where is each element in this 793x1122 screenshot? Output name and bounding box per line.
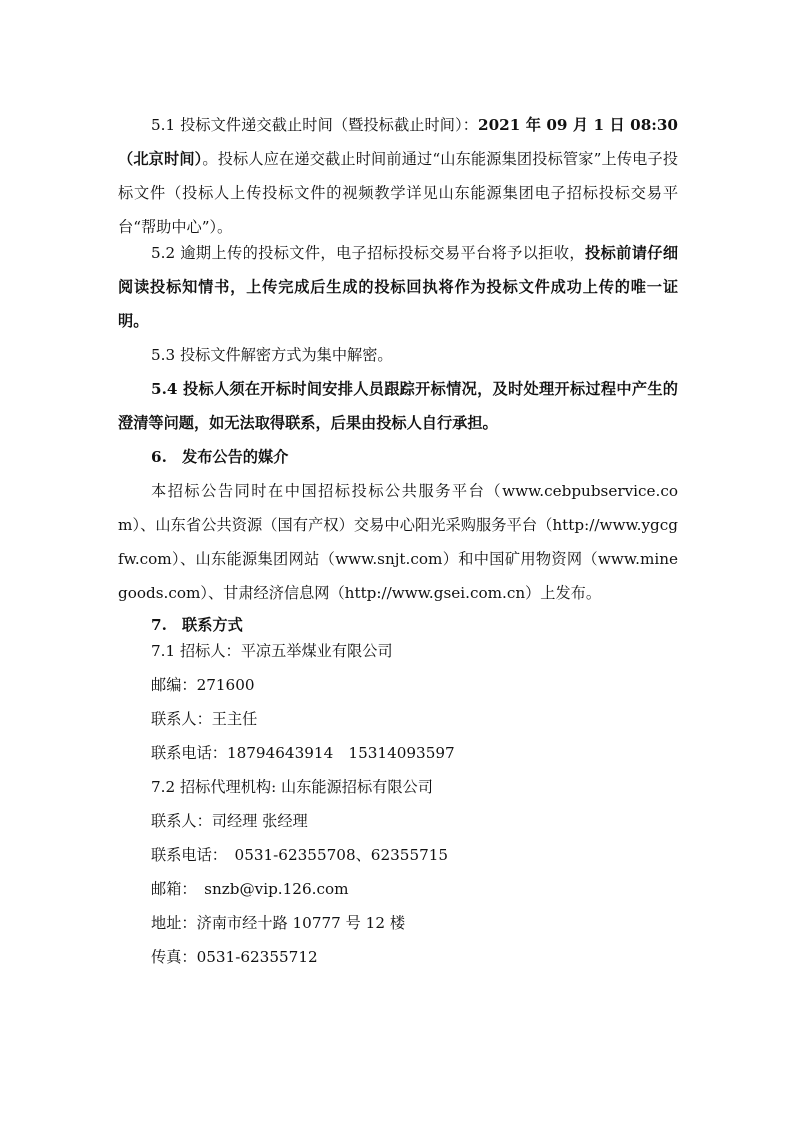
email-line: 邮箱： snzb@vip.126.com — [151, 880, 349, 898]
section-5-1-lead: 5.1 投标文件递交截止时间（暨投标截止时间）： — [151, 116, 479, 134]
agency-phone-line: 联系电话： 0531-62355708、62355715 — [151, 846, 449, 864]
agency-contact-line: 联系人：司经理 张经理 — [151, 812, 308, 830]
section-5-2-paragraph — [118, 236, 678, 338]
section-5-3-paragraph: 5.3 投标文件解密方式为集中解密。 — [151, 346, 393, 364]
tenderer-line: 7.1 招标人：平凉五举煤业有限公司 — [151, 642, 393, 660]
section-5-1-deadline: 2021 年 09 月 1 日 08:30（北京时间） — [118, 116, 678, 168]
contact-phone-line: 联系电话：18794643914 15314093597 — [151, 744, 455, 762]
section-6-heading: 6. 发布公告的媒介 — [151, 448, 289, 466]
section-6-body: 本招标公告同时在中国招标投标公共服务平台（www.cebpubservice.com）、山东省公共资源（国有产权）交易中心阳光采购服务平台（http://www.ygcgfw.com）、山东能源集团网站（www.snjt.com）和中国矿用物资网（www.minegoods.com）、甘肃经济信息网（http://www.gsei.com.cn）上发布。 — [118, 482, 678, 602]
postcode-line: 邮编：271600 — [151, 676, 255, 694]
contact-person-line: 联系人：王主任 — [151, 710, 258, 728]
address-line: 地址：济南市经十路 10777 号 12 楼 — [151, 914, 406, 932]
section-5-1-rest: 。投标人应在递交截止时间前通过“山东能源集团投标管家”上传电子投标文件（投标人上传投标文件的视频教学详见山东能源集团电子招标投标交易平台“帮助中心”）。 — [118, 150, 678, 236]
section-5-4-paragraph: 5.4 投标人须在开标时间安排人员跟踪开标情况，及时处理开标过程中产生的澄清等问题，如无法取得联系，后果由投标人自行承担。 — [118, 380, 678, 432]
agency-line: 7.2 招标代理机构: 山东能源招标有限公司 — [151, 778, 433, 796]
section-5-2-bold: 投标前请仔细阅读投标知情书，上传完成后生成的投标回执将作为投标文件成功上传的唯一证明。 — [118, 244, 679, 330]
section-5-1-paragraph — [118, 108, 678, 244]
section-7-heading: 7. 联系方式 — [151, 616, 243, 634]
fax-line: 传真：0531-62355712 — [151, 948, 318, 966]
section-5-2-lead: 5.2 逾期上传的投标文件，电子招标投标交易平台将予以拒收， — [151, 244, 585, 262]
